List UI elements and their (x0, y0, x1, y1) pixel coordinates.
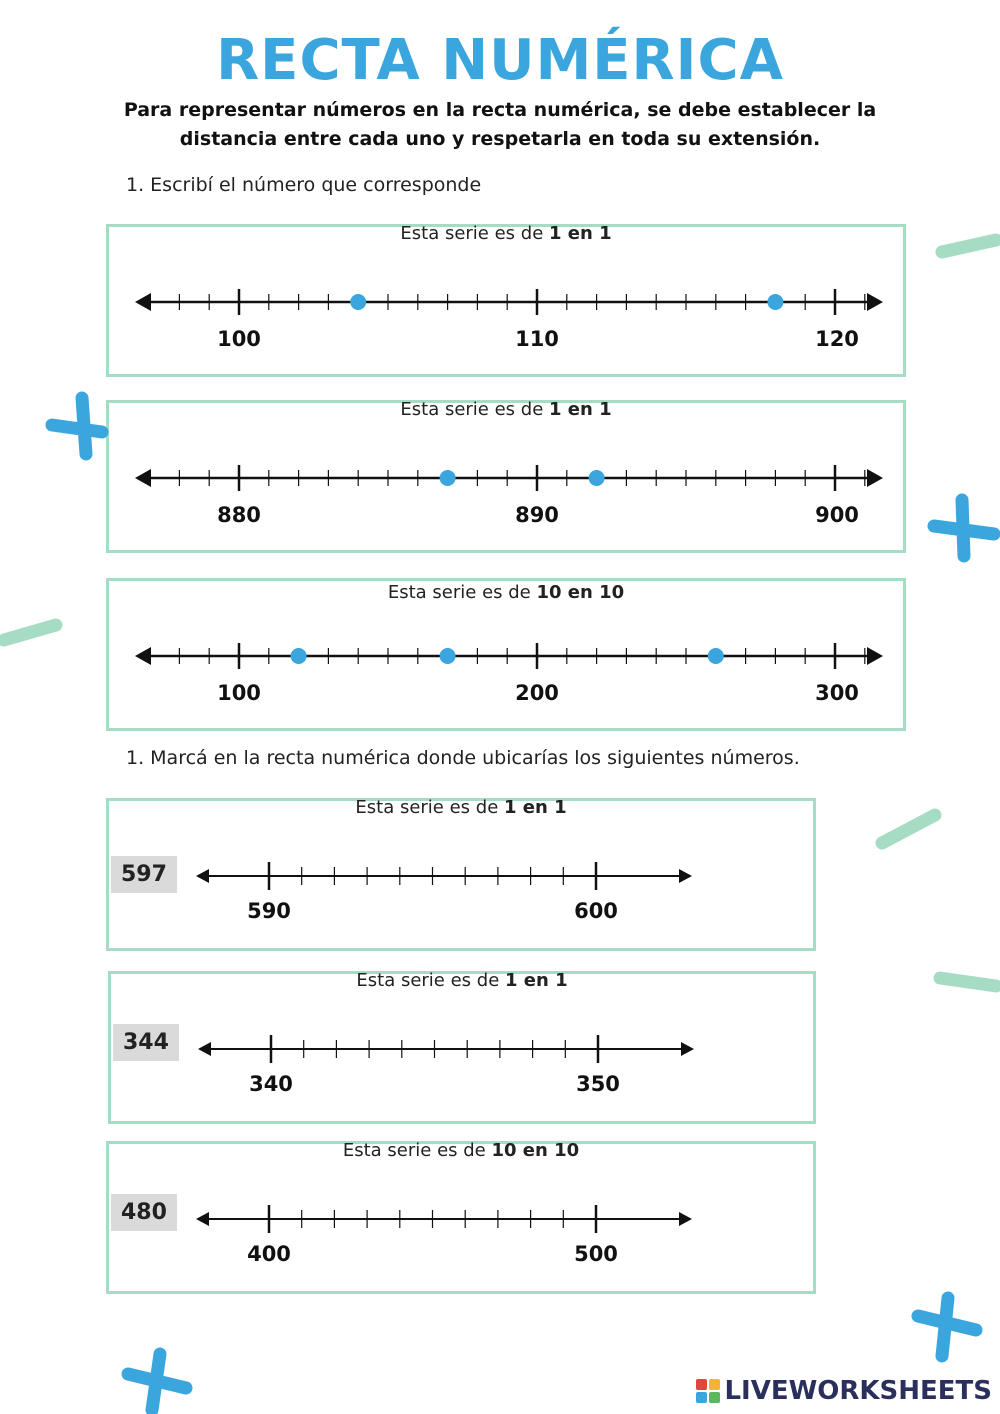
tick-label: 300 (815, 681, 859, 705)
series-label: Esta serie es de 10 en 10 (342, 1140, 580, 1161)
tick-label: 400 (247, 1242, 291, 1266)
tick-label: 110 (515, 327, 559, 351)
blue-cross-decoration (918, 1298, 976, 1356)
tick-label: 890 (515, 503, 559, 527)
tick-label: 100 (217, 681, 261, 705)
series-label: Esta serie es de 1 en 1 (355, 797, 567, 818)
tick-label: 120 (815, 327, 859, 351)
target-number-tag: 344 (113, 1024, 179, 1061)
section2-instruction: 1. Marcá en la recta numérica donde ubicarías los siguientes números. (126, 747, 800, 769)
page-title: RECTA NUMÉRICA (216, 28, 784, 93)
green-dash-decoration (882, 815, 935, 843)
tick-label: 350 (576, 1072, 620, 1096)
series-label: Esta serie es de 1 en 1 (400, 223, 612, 244)
blue-cross-decoration (934, 500, 994, 556)
blue-cross-decoration (128, 1354, 186, 1410)
series-label: Esta serie es de 10 en 10 (387, 582, 625, 603)
section1-instruction: 1. Escribí el número que corresponde (126, 174, 482, 196)
blue-cross-decoration (52, 398, 102, 454)
target-number-tag: 480 (111, 1194, 177, 1231)
tick-label: 100 (217, 327, 261, 351)
brand-text: LIVEWORKSHEETS (724, 1376, 992, 1406)
tick-label: 600 (574, 899, 618, 923)
tick-label: 500 (574, 1242, 618, 1266)
green-dash-decoration (940, 978, 996, 986)
liveworksheets-logo-icon (696, 1379, 720, 1403)
intro-text: Para representar números en la recta numérica, se debe establecer la distancia entre cada uno y respetarla en toda su extensión. (123, 99, 877, 150)
liveworksheets-brand (696, 1376, 992, 1406)
green-dash-decoration (942, 240, 996, 252)
tick-label: 590 (247, 899, 291, 923)
tick-label: 900 (815, 503, 859, 527)
series-label: Esta serie es de 1 en 1 (400, 399, 612, 420)
green-dash-decoration (4, 625, 56, 640)
series-label: Esta serie es de 1 en 1 (356, 970, 568, 991)
tick-label: 340 (249, 1072, 293, 1096)
tick-label: 200 (515, 681, 559, 705)
target-number-tag: 597 (111, 856, 177, 893)
tick-label: 880 (217, 503, 261, 527)
